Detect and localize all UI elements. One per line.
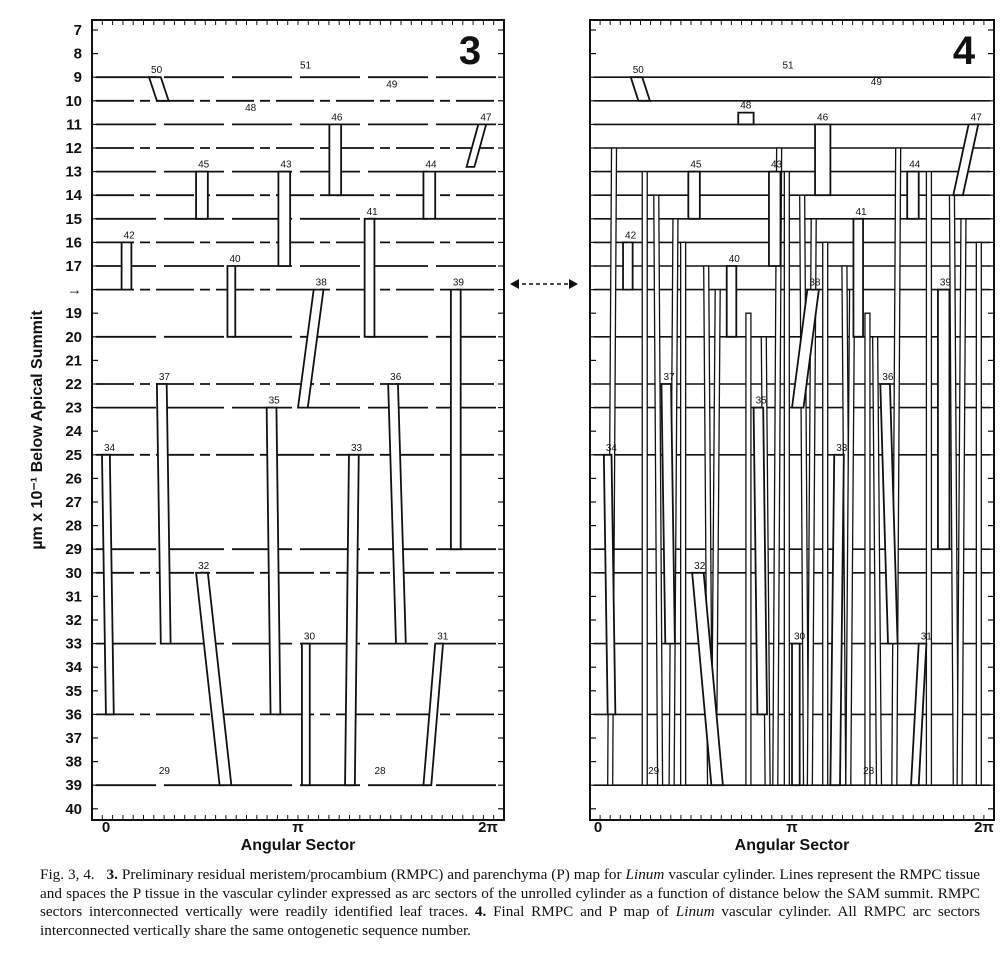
- y-tick-label: 39: [65, 777, 82, 795]
- y-tick-label: 15: [65, 210, 82, 228]
- leaf-trace-30: [792, 644, 800, 786]
- y-axis-ticks: [65, 22, 82, 818]
- trace-number-43: 43: [770, 159, 783, 171]
- rmpc-strand: [784, 172, 789, 786]
- y-tick-label: 32: [65, 612, 82, 629]
- leaf-trace-44: [907, 172, 919, 219]
- y-tick-label: 25: [65, 446, 82, 464]
- trace-number-35: 35: [755, 395, 767, 407]
- trace-number-48: 48: [740, 100, 752, 112]
- leaf-trace-42: [623, 242, 633, 289]
- panel-3-frame: [92, 20, 504, 820]
- panel-4-map: [590, 20, 994, 820]
- y-tick-label: 24: [65, 423, 82, 441]
- leaf-trace-41: [365, 219, 375, 337]
- y-axis-label: µm x 10⁻¹ Below Apical Summit: [29, 310, 46, 550]
- trace-number-33: 33: [836, 442, 848, 454]
- trace-number-34: 34: [104, 442, 116, 454]
- caption-text-3a: Preliminary residual meristem/procambium (RMPC) and parenchyma (P) map for: [121, 866, 622, 883]
- y-tick-label: 12: [65, 140, 82, 157]
- leaf-trace-43: [278, 172, 290, 266]
- trace-number-37: 37: [663, 372, 675, 383]
- trace-number-28: 28: [863, 766, 875, 778]
- trace-number-51: 51: [782, 60, 794, 72]
- trace-number-41: 41: [366, 206, 378, 218]
- trace-number-38: 38: [315, 277, 327, 289]
- y-tick-label: 21: [65, 352, 82, 370]
- trace-number-35: 35: [268, 395, 280, 407]
- y-tick-label: 33: [65, 635, 82, 653]
- trace-number-44: 44: [425, 159, 437, 171]
- y-tick-label: 9: [73, 69, 82, 87]
- panel-3-map: [92, 20, 504, 820]
- y-tick-label: 30: [65, 564, 82, 582]
- trace-number-29: 29: [158, 766, 171, 778]
- trace-number-42: 42: [123, 230, 135, 242]
- panel-4-label: 4: [952, 29, 976, 73]
- y-tick-label: 8: [73, 45, 82, 63]
- y-tick-label: 10: [65, 92, 82, 110]
- y-tick-label: 36: [65, 706, 82, 724]
- leaf-trace-41: [853, 219, 863, 337]
- leaf-trace-45: [688, 172, 700, 219]
- trace-number-36: 36: [390, 372, 402, 383]
- leaf-trace-46: [329, 124, 341, 195]
- y-tick-label: 38: [65, 753, 82, 771]
- y-tick-label: 14: [65, 187, 82, 205]
- rmpc-strand: [642, 172, 647, 786]
- rmpc-strand: [865, 313, 870, 785]
- caption-genus-2: Linum: [675, 903, 715, 921]
- rmpc-strand: [681, 242, 686, 785]
- leaf-trace-46: [815, 124, 830, 195]
- caption-text-4a: Final RMPC and P map of: [493, 903, 669, 921]
- trace-number-45: 45: [198, 159, 210, 171]
- y-tick-label: 35: [65, 682, 82, 700]
- double-arrow-icon: [510, 279, 578, 289]
- leaf-trace-48: [738, 113, 753, 125]
- trace-number-31: 31: [437, 631, 449, 643]
- trace-number-29: 29: [648, 766, 660, 778]
- leaf-trace-43: [769, 172, 781, 266]
- trace-number-49: 49: [386, 79, 398, 91]
- leaf-trace-42: [122, 242, 132, 289]
- figure-caption: [40, 866, 980, 940]
- x-tick-pi-p3: π: [292, 819, 304, 836]
- trace-number-32: 32: [198, 560, 210, 572]
- trace-number-44: 44: [909, 159, 921, 171]
- y-tick-label: 27: [65, 494, 82, 511]
- trace-number-39: 39: [939, 277, 952, 289]
- y-tick-label: 31: [65, 588, 82, 606]
- trace-number-48: 48: [245, 102, 257, 114]
- y-tick-label: 11: [66, 116, 82, 134]
- y-tick-label: 20: [65, 328, 82, 346]
- trace-number-40: 40: [728, 254, 740, 265]
- trace-number-28: 28: [374, 766, 386, 778]
- trace-number-30: 30: [303, 631, 316, 643]
- leaf-trace-39: [451, 290, 461, 550]
- y-tick-label: 22: [65, 376, 82, 393]
- trace-number-32: 32: [694, 560, 706, 572]
- rmpc-strand: [823, 242, 828, 785]
- trace-number-50: 50: [151, 65, 163, 77]
- trace-number-42: 42: [625, 230, 637, 242]
- caption-genus-1: Linum: [625, 866, 665, 883]
- y-tick-label: 16: [65, 234, 82, 252]
- x-tick-0-p4: 0: [593, 819, 603, 836]
- y-tick-label: 28: [65, 517, 82, 535]
- trace-number-43: 43: [280, 159, 292, 171]
- y-tick-label: 23: [65, 399, 82, 417]
- trace-number-36: 36: [882, 372, 894, 383]
- trace-number-33: 33: [350, 442, 363, 454]
- panel-3-label: 3: [458, 29, 482, 73]
- trace-number-46: 46: [331, 112, 343, 124]
- rmpc-strand: [926, 172, 931, 786]
- trace-number-45: 45: [690, 159, 702, 171]
- y-tick-label: →: [67, 281, 82, 299]
- caption-fig: Fig. 3, 4.: [40, 866, 95, 883]
- trace-number-47: 47: [970, 112, 982, 124]
- y-tick-label: 26: [65, 470, 82, 488]
- x-tick-pi-p4: π: [786, 819, 798, 836]
- caption-text-3b: vascular cylinder. Lines represent the RMPC tissue and spaces the P tissue in the vascular cylinder expressed as arc sectors of the unrolled cylinder as a function of distance below the SAM summit. RMPC sectors interconnected vertically were readily identified leaf traces.: [40, 866, 981, 921]
- trace-number-38: 38: [809, 277, 821, 289]
- trace-number-34: 34: [605, 442, 617, 454]
- x-tick-0-p3: 0: [101, 819, 111, 836]
- caption-num-3: 3.: [106, 866, 118, 883]
- x-axis-label-p3: Angular Sector: [240, 837, 356, 854]
- trace-number-30: 30: [794, 631, 806, 643]
- caption-text-4b: vascular cylinder. All RMPC arc sectors interconnected vertically share the same ontogenetic sequence number.: [40, 903, 981, 939]
- trace-number-51: 51: [300, 60, 312, 72]
- leaf-trace-40: [227, 266, 235, 337]
- trace-number-31: 31: [920, 631, 932, 643]
- y-tick-label: 40: [65, 800, 82, 818]
- y-tick-label: 13: [65, 163, 82, 181]
- caption-num-4: 4.: [474, 903, 487, 921]
- trace-number-41: 41: [855, 206, 867, 218]
- x-tick-2pi-p3: 2π: [478, 819, 498, 836]
- y-tick-label: 37: [65, 730, 82, 747]
- rmpc-strand: [746, 313, 751, 785]
- trace-number-50: 50: [632, 65, 644, 77]
- y-tick-label: 29: [65, 541, 82, 559]
- trace-number-49: 49: [870, 77, 882, 88]
- y-tick-label: 34: [65, 659, 82, 677]
- trace-number-46: 46: [817, 112, 829, 124]
- y-tick-label: 19: [65, 305, 82, 323]
- trace-number-39: 39: [452, 277, 465, 289]
- trace-number-37: 37: [158, 372, 171, 383]
- y-tick-label: 7: [73, 22, 82, 39]
- x-axis-label-p4: Angular Sector: [734, 837, 850, 854]
- trace-number-47: 47: [480, 112, 492, 124]
- leaf-trace-30: [302, 644, 310, 786]
- rmpc-strand: [976, 242, 981, 785]
- trace-number-40: 40: [229, 254, 241, 265]
- x-tick-2pi-p4: 2π: [974, 819, 994, 836]
- leaf-trace-40: [727, 266, 737, 337]
- y-tick-label: 17: [65, 258, 82, 275]
- leaf-trace-44: [423, 172, 435, 219]
- leaf-trace-45: [196, 172, 208, 219]
- leaf-trace-39: [938, 290, 950, 550]
